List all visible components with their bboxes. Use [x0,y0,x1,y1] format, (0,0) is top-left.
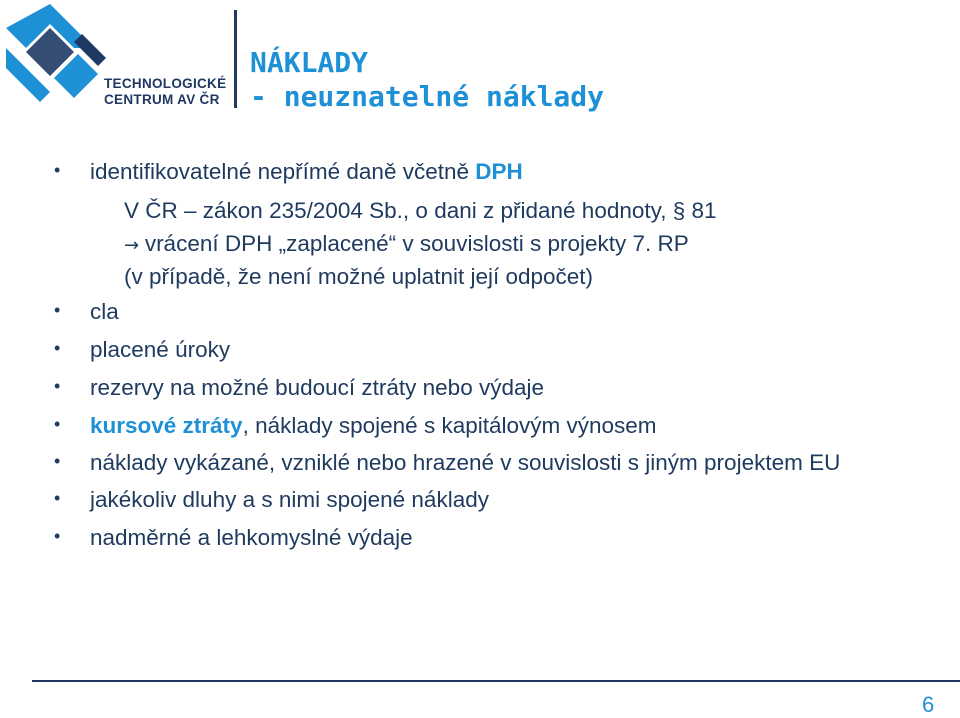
bullet-text: , náklady spojené s kapitálovým výnosem [242,413,657,438]
bullet-item-8: nadměrné a lehkomyslné výdaje [90,525,413,550]
logo-line2: CENTRUM AV ČR [104,92,220,107]
bullet-dot: • [54,451,61,471]
bullet-dot: • [54,376,61,396]
bullet-item-1 [90,158,523,186]
bullet-item-4: rezervy na možné budoucí ztráty nebo výdaje [90,375,544,400]
bullet-dot: • [54,338,61,358]
logo-text [104,76,226,108]
sub-item-3: (v případě, že není možné uplatnit její odpočet) [124,264,594,289]
arrow-right-icon: → [124,235,145,256]
bullet-dot: • [54,488,61,508]
footer-divider [32,680,960,682]
sub-item-1: V ČR – zákon 235/2004 Sb., o dani z přidané hodnoty, § 81 [124,198,717,223]
bullet-item-7: jakékoliv dluhy a s nimi spojené náklady [90,487,489,512]
bullet-text: identifikovatelné nepřímé daně včetně [90,159,476,184]
bullet-item-6: náklady vykázané, vzniklé nebo hrazené v souvislosti s jiným projektem EU [90,450,841,475]
bullet-item-5 [90,412,657,440]
page-number: 6 [922,692,935,717]
title-line1: NÁKLADY [250,46,369,79]
tc-logo-icon [6,4,116,114]
sub-item-2 [124,230,689,260]
bullet-item-3: placené úroky [90,337,231,362]
bullet-dot: • [54,526,61,546]
bullet-dot: • [54,160,61,180]
bullet-dot: • [54,414,61,434]
logo-line1: TECHNOLOGICKÉ [104,76,227,91]
page-title [250,46,604,114]
highlight-dph: DPH [475,159,523,184]
highlight-kursove: kursové ztráty [90,413,243,438]
bullet-dot: • [54,300,61,320]
header-divider [234,10,237,108]
bullet-item-2: cla [90,299,119,324]
sub-item-2-text: vrácení DPH „zaplacené“ v souvislosti s projekty 7. RP [144,231,689,256]
title-line2: - neuznatelné náklady [250,80,605,113]
